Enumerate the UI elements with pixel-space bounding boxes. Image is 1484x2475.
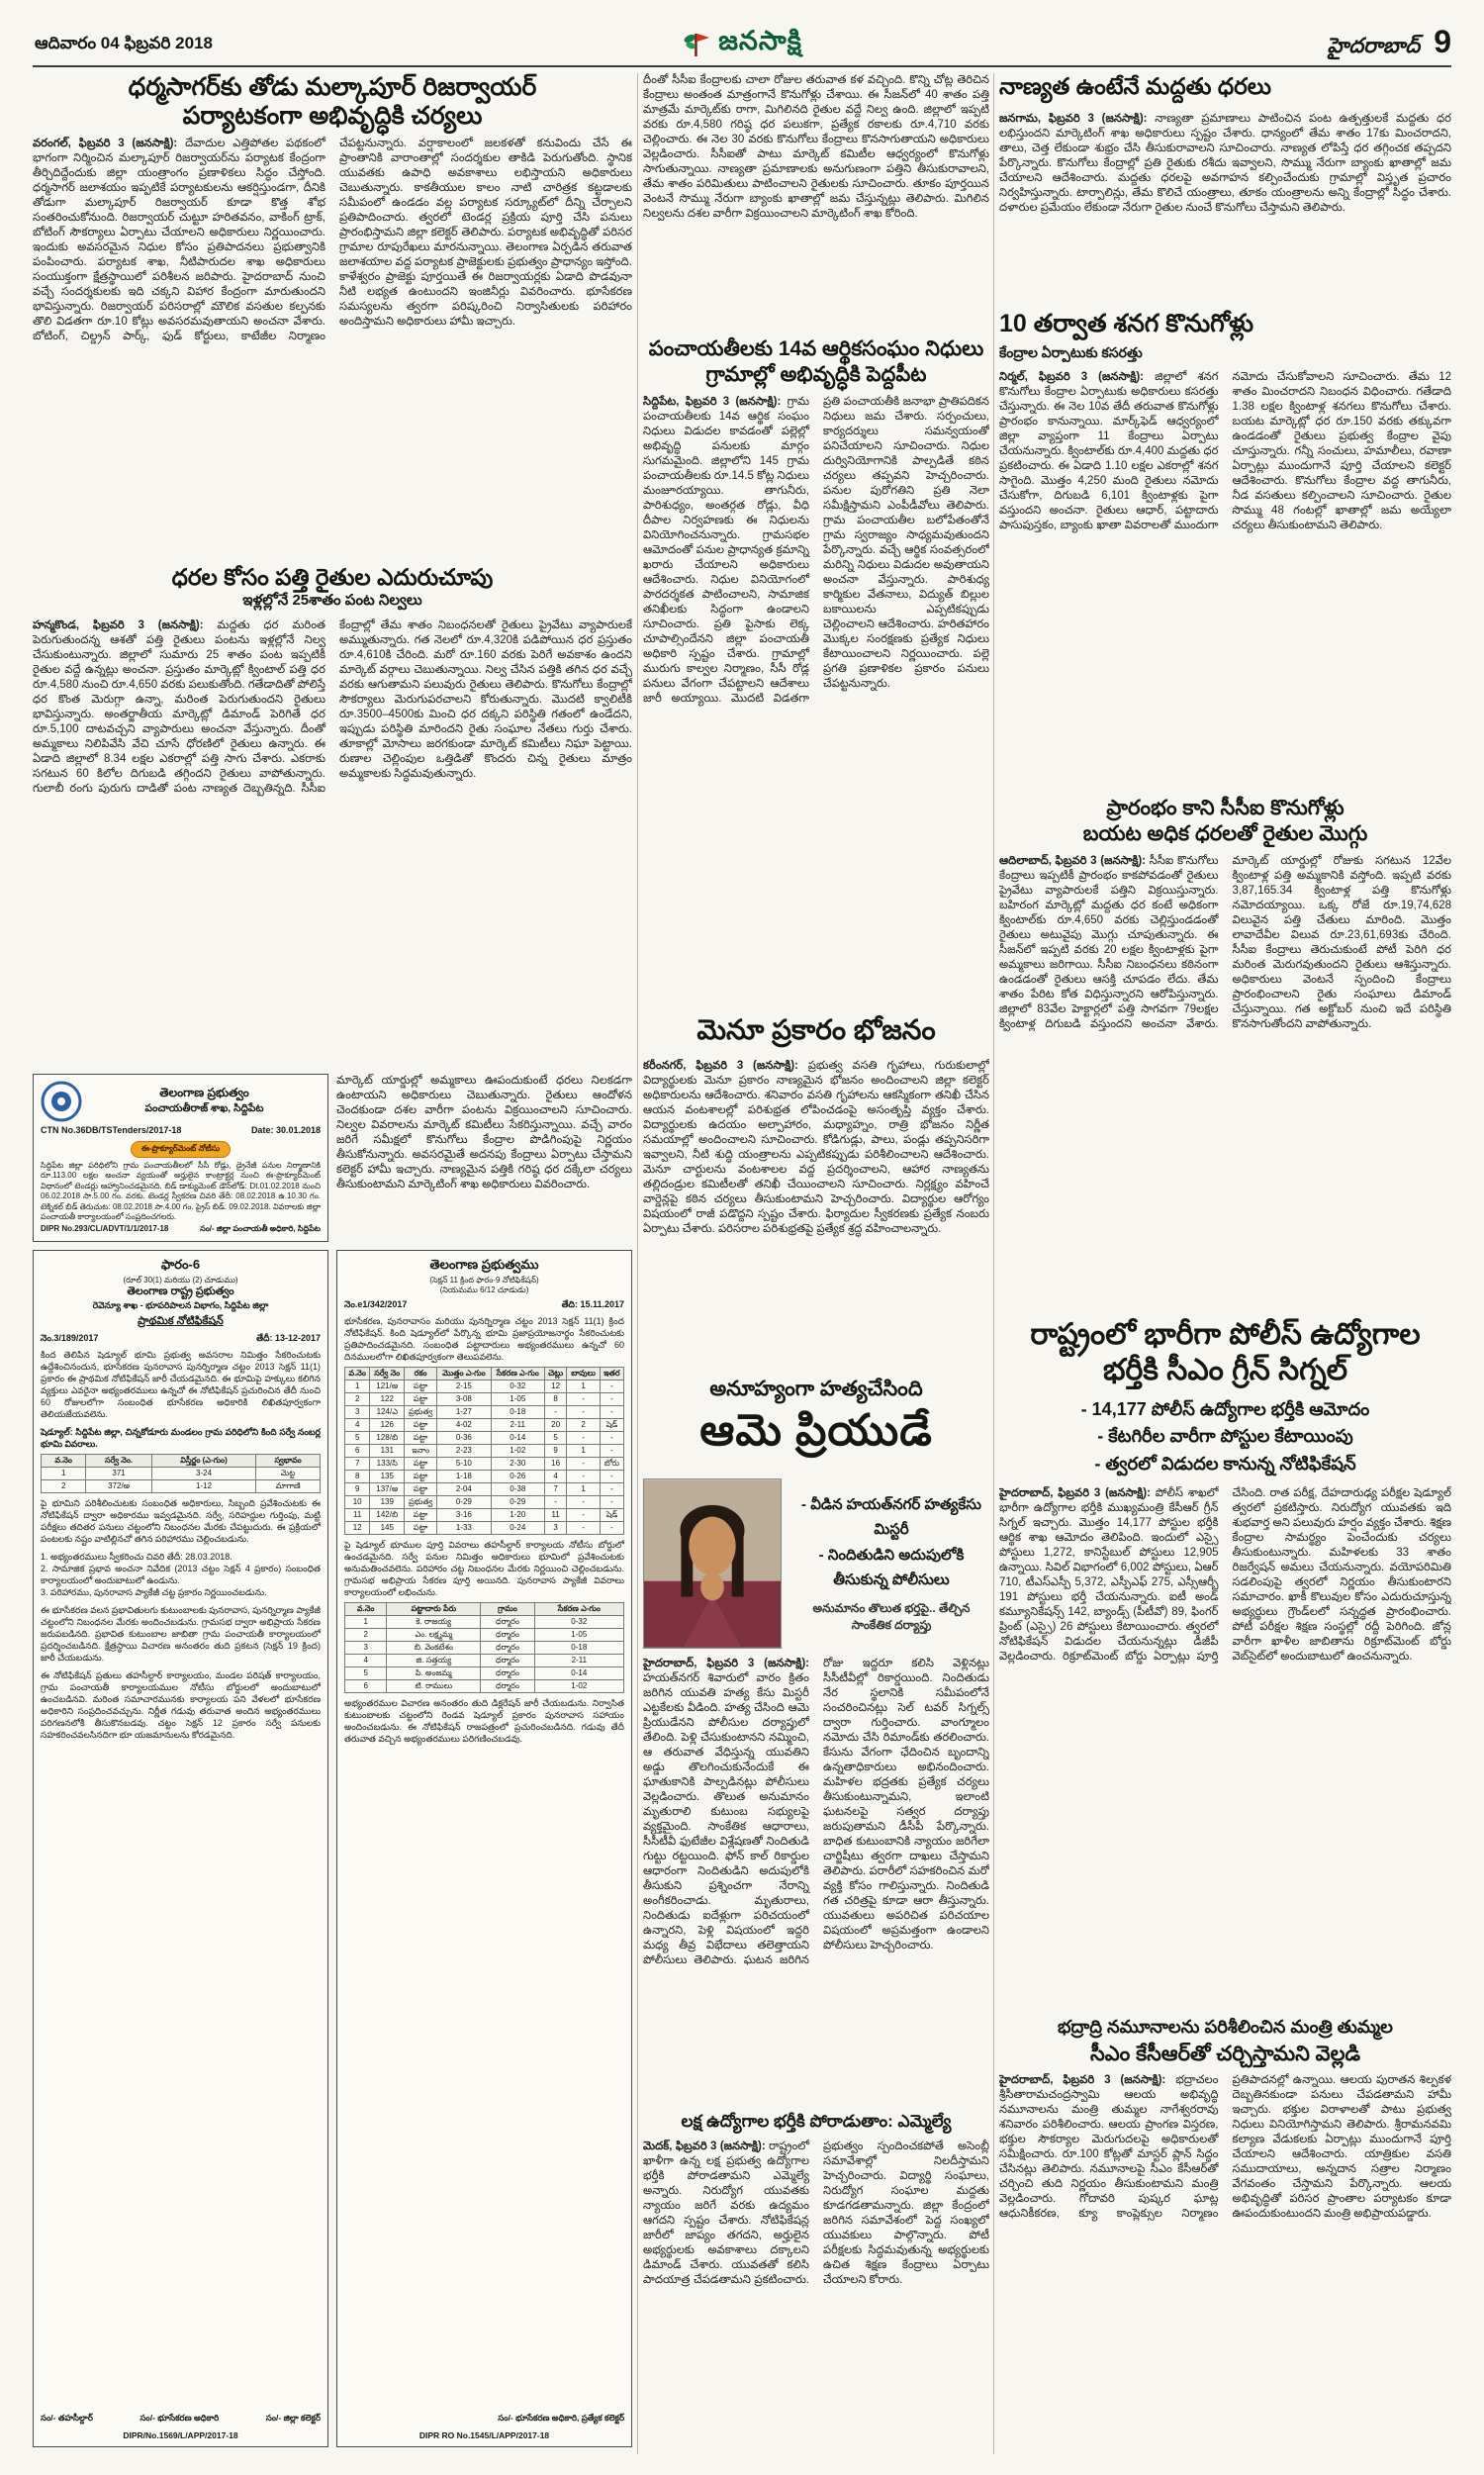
body-text: దీంతో సీసీఐ కేంద్రాలకు చాలా రోజుల తరువాత కళ వచ్చింది. కొన్ని చోట్ల తెరిచిన కేంద్రాలు అంతంత మాత్రంగానే కొనుగోళ్లు చేశాయి. ఈ సీజన్‌లో 40 శాతం పత్తి మాత్రమే మార్కెట్‌కు రాగా, మిగిలినది రైతుల వద్దే నిల్వ ఉంది. జిల్లాలో ఇప్పటి వరకు రూ.4,580 గరిష్ఠ ధర పలుకగా, ప్రత్యేక రకాలకు రూ.4,710 వరకు చెల్లించారు. ఈ నెల 30 వరకు కొనుగోలు కేంద్రాలు కొనసాగుతాయని అధికారులు వెల్లడించారు. సీసీఐతో పాటు మార్కెట్ కమిటీల ఆధ్వర్యంలో కొనుగోళ్లు సాగుతున్నాయి. నాణ్యతా ప్రమాణాలకు అనుగుణంగా పత్తిని తీసుకురావాలని, తేమ శాతం పరిమితులు పాటించాలని రైతులకు సూచించారు. తూకం పూర్తయిన వెంటనే సొమ్ము నేరుగా బ్యాంకు ఖాతాల్లో జమ చేస్తున్నట్లు తెలిపారు. మిగిలిన నిల్వలను దశల వారీగా విక్రయించాలని మార్కెటింగ్ శాఖ కోరింది. bbox=[643, 74, 989, 220]
govtbox-para3: అభ్యంతరముల విచారణ అనంతరం తుది డిక్లరేషన్ జారీ చేయబడును. నిర్వాసిత కుటుంబాలకు చట్టంలోని రెండవ షెడ్యూల్ ప్రకారం పునరావాస సహాయం అందించబడును. ఈ నోటిఫికేషన్ రాజపత్రంలో ప్రచురించబడినది. గడువు తేదీ తరువాత వచ్చిన అభ్యంతరములు పరిగణించబడవు. bbox=[344, 1697, 624, 1744]
article-subhead: సీఎం కేసీఆర్‌తో చర్చిస్తామని వెల్లడి bbox=[1089, 2043, 1361, 2066]
body-text: మద్దతు ధర మరింత పెరుగుతుందన్న ఆశతో పత్తి రైతులు పంటను ఇళ్లల్లోనే నిల్వ చేసుకుంటున్నారు. జిల్లాలో సుమారు 25 శాతం పంట ఇప్పటికీ రైతుల వద్దే ఉన్నట్లు అంచనా. ప్రస్తుతం మార్కెట్లో క్వింటాల్ పత్తి ధర రూ.4,580 నుంచి రూ.4,650 వరకు పలుకుతోంది. గతేడాదితో పోలిస్తే ధర కొంత మెరుగ్గా ఉన్నా, మరింత పెరుగుతుందని రైతులు భావిస్తున్నారు. అంతర్జాతీయ మార్కెట్లో డిమాండ్ పెరిగితే ధర రూ.5,100 దాటవచ్చని వ్యాపారులు అంచనా వేస్తున్నారు. దీంతో అమ్మకాలు నిలిపివేసి వేచి చూసే ధోరణిలో రైతులు ఉన్నారు. ఈ ఏడాది జిల్లాలో 8.34 లక్షల ఎకరాల్లో పత్తి సాగు చేశారు. ఎకరాకు సగటున 60 కిలోల దిగుబడి తగ్గిందని రైతులు వాపోతున్నారు. గులాబీ రంగు పురుగు దాడితో పంట నాణ్యత దెబ్బతిన్నది. సీసీఐ కేంద్రాల్లో తేమ శాతం నిబంధనలతో రైతులు ప్రైవేటు వ్యాపారులకే అమ్ముతున్నారు. గత నెలలో రూ.4,320కి పడిపోయిన ధర ప్రస్తుతం రూ.4,610కి చేరింది. మరో రూ.160 వరకు పెరిగే అవకాశం ఉందని మార్కెట్ వర్గాలు చెబుతున్నాయి. నిల్వ చేసిన పత్తికి తగిన ధర వచ్చే వరకు ఆగుతామని పలువురు రైతులు తెలిపారు. కొనుగోలు కేంద్రాల్లో సౌకర్యాలు మెరుగుపరచాలని కోరుతున్నారు. మొదటి క్వాలిటీకి రూ.3500–4500కు మించి ధర దక్కని పరిస్థితి గతంలో ఉండేదని, ఇప్పుడు పరిస్థితి మారిందని రైతు సంఘాల నేతలు గుర్తు చేశారు. తూకాల్లో మోసాలు జరగకుండా మార్కెట్ కమిటీలు నిఘా పెట్టాయి. రుణాల చెల్లింపుల ఒత్తిడితో కొందరు చిన్న రైతులు మాత్రం అమ్మకాలకు సిద్ధమవుతున్నారు. bbox=[33, 619, 632, 795]
telangana-emblem-icon bbox=[41, 1081, 82, 1122]
article-headline-line1: రాష్ట్రంలో భారీగా పోలీస్ ఉద్యోగాల bbox=[1030, 1317, 1421, 1351]
form6-clause1: 1. అభ్యంతరములు స్వీకరించు చివరి తేదీ: 28.03.2018. bbox=[41, 1552, 232, 1563]
murder-headline-small: అనూహ్యంగా హత్యచేసింది bbox=[709, 1377, 923, 1400]
eprocurement-stamp: ఈ-ప్రొక్యూర్‌మెంట్ నోటీసు bbox=[131, 1141, 231, 1158]
article-bhadradri-models bbox=[999, 2009, 1451, 2410]
form6-clause3: 3. పరిహారము, పునరావాస ప్యాకేజీ చట్ట ప్రకారం నిర్ణయించబడును. bbox=[41, 1587, 267, 1598]
form6-para2: పై భూమిని పరిశీలించుటకు సంబంధిత అధికారులు, సిబ్బంది ప్రవేశించుటకు ఈ నోటిఫికేషన్ ద్వారా అధికారము ఇవ్వడమైనది. సర్వే, సరిహద్దుల గుర్తింపు, మట్టి పరీక్షలు తదితర పనులు చట్టంలోని నిబంధనల మేరకు చేపట్టుదురు. ఈ ప్రక్రియలో పంటలకు నష్టం వాటిల్లినచో తగిన పరిహారము చెల్లించబడును. bbox=[41, 1498, 321, 1545]
dateline: వరంగల్, ఫిబ్రవరి 3 (జనసాక్షి): bbox=[33, 138, 178, 149]
body-text: మార్కెట్ యార్డుల్లో అమ్మకాలు ఊపందుకుంటే ధరలు నిలకడగా ఉంటాయని అధికారులు చెబుతున్నారు. రైతులు ఆందోళన చెందకుండా దశల వారీగా పంటను విక్రయించాలని సూచించారు. నిల్వల వివరాలను మార్కెట్ కమిటీలు సేకరిస్తున్నాయి. వచ్చే వారం జరిగే సమీక్షలో కొనుగోలు కేంద్రాల పొడిగింపుపై నిర్ణయం తీసుకోనున్నారు. అవసరమైతే అదనపు కేంద్రాలు ఏర్పాటు చేస్తామని కలెక్టర్ హామీ ఇచ్చారు. నాణ్యమైన పత్తికి గరిష్ఠ ధర దక్కేలా చర్యలు తీసుకుంటామని మార్కెటింగ్ శాఖ అధికారులు వివరించారు. bbox=[336, 1074, 632, 1190]
article-subhead: కేంద్రాల ఏర్పాటుకు కసరత్తు bbox=[999, 344, 1143, 360]
issue-date: ఆదివారం 04 ఫిబ్రవరి 2018 bbox=[35, 34, 213, 52]
govtbox-para2: పై షెడ్యూల్ భూముల పూర్తి వివరాలు తహసీల్దార్ కార్యాలయ నోటీసు బోర్డులో ఉంచడమైనది. సర్వే పనుల నిమిత్తం అధికారులు భూమిలో ప్రవేశించుటకు అనుమతించవలెను. పరిహారం చట్ట నిబంధనల మేరకు నిర్ణయించి చెల్లించబడును. గ్రామసభ అభిప్రాయ సేకరణ పూర్తి అయినది. పునరావాస ప్యాకేజీ వివరాలు కార్యాలయంలో లభించును. bbox=[344, 1539, 624, 1597]
tender-body: సిద్దిపేట జిల్లా పరిధిలోని గ్రామ పంచాయతీలలో సీసీ రోడ్లు, డ్రైనేజీ పనుల నిర్మాణానికి రూ.113.00 లక్షల అంచనా వ్యయంతో అర్హులైన కాంట్రాక్టర్ల నుంచి ఈ-ప్రొక్యూర్‌మెంట్ విధానంలో టెండర్లు ఆహ్వానించడమైనది. బిడ్ డాక్యుమెంట్ డౌన్‌లోడ్: Dt.01.02.2018 నుంచి 06.02.2018 సా.5.00 గం. వరకు. టెండర్ల స్వీకరణ చివరి తేదీ: 08.02.2018 ఉ.10.30 గం. టెక్నికల్ బిడ్ తెరుచుట: 08.02.2018 సా.4.00 గం. ప్రైస్ బిడ్: 09.02.2018. వివరాలకు జిల్లా పంచాయతీ కార్యాలయంలో సంప్రదించగలరు. bbox=[41, 1160, 321, 1222]
form6-ref-date: తేదీ: 13-12-2017 bbox=[256, 1333, 321, 1344]
article-body bbox=[999, 370, 1451, 786]
survey-schedule-table: వ.నెం సర్వే నెం రకం మొత్తం ఎ-గుం సేకరణ ఎ-గుం చెట్లు బావులు ఇతర 1 121/అ పట్టా 2-15 0-32 12 1 - 2 122 పట్టా 3-08 1-05 8 - - 3 124/ఎ ప్రభుత్వ 1-27 0-18 - - - 4 126 పట్టా 4-02 2-11 20 2 షెడ్ 5 128/బి పట్టా 0-36 0-14 5 - - 6 131 ఇనాం 2-23 1-02 9 1 - 7 133/సి పట్టా 5-10 2-30 16 - బోరు 8 135 పట్టా 1-18 0-26 4 - - 9 137/అ పట్టా 2-04 0-38 7 1 - 10 139 ప్రభుత్వ 0-29 0-29 - - - 11 142/బి పట్టా 3-16 1-20 11 - షెడ్ 12 145 పట్టా 1-33 0-24 3 - - bbox=[344, 1367, 624, 1535]
tender-date: Date: 30.01.2018 bbox=[250, 1124, 321, 1135]
article-subhead: ఇళ్లల్లోనే 25శాతం పంట నిల్వలు bbox=[242, 591, 422, 609]
masthead-logo-icon bbox=[682, 31, 711, 58]
edition-block bbox=[1328, 24, 1451, 63]
signature: సం/- భూసేకరణ అధికారి bbox=[139, 2412, 220, 2423]
tender-govt-title: తెలంగాణ ప్రభుత్వం bbox=[159, 1085, 249, 1099]
pattadar-list-table: వ.నెం పట్టాదారు పేరు గ్రామం సేకరణ ఎ-గుం 1 కె. రాజయ్య ధర్మారం 0-32 2 ఎం. లక్ష్మమ్మ ధర్మారం 1-05 3 బి. వెంకటేశం ధర్మారం 0-18 4 జి. సత్తయ్య ధర్మారం 2-11 5 పి. అంజమ్మ ధర్మారం 0-14 6 టి. రాములు ధర్మారం 1-02 bbox=[344, 1602, 624, 1693]
article-body bbox=[643, 1059, 989, 1368]
article-quality-prices bbox=[999, 73, 1451, 302]
murder-bullet-3: అనుమానం తొలుత భర్తపై.. తేల్చిన సాంకేతిక దర్యాప్తు bbox=[812, 1600, 971, 1632]
masthead bbox=[682, 26, 802, 63]
article-chana-procurement bbox=[999, 302, 1451, 786]
form6-signatures bbox=[41, 2413, 321, 2426]
dateline: హైదరాబాద్, ఫిబ్రవరి 3 (జనసాక్షి): bbox=[643, 1657, 809, 1669]
article-murder-case bbox=[643, 1368, 989, 2104]
edition-name: హైదరాబాద్ bbox=[1327, 34, 1421, 57]
article-headline-line2: భర్తీకి సీఎం గ్రీన్ సిగ్నల్ bbox=[1102, 1353, 1347, 1386]
dateline: జనగామ, ఫిబ్రవరి 3 (జనసాక్షి): bbox=[999, 113, 1148, 125]
masthead-title: జనసాక్షి bbox=[718, 26, 802, 55]
body-text: గ్రామ పంచాయతీలకు 14వ ఆర్థిక సంఘం నిధులు విడుదల కావడంతో పల్లెల్లో అభివృద్ధి పనులకు మార్గం సుగమమైంది. జిల్లాలోని 145 గ్రామ పంచాయతీలకు రూ.14.5 కోట్ల నిధులు మంజూరయ్యాయి. తాగునీరు, పారిశుధ్యం, అంతర్గత రోడ్లు, వీధి దీపాల నిర్వహణకు ఈ నిధులను వినియోగించనున్నారు. గ్రామసభల ఆమోదంతో పనుల ప్రాధాన్యత క్రమాన్ని ఖరారు చేయాలని అధికారులు ఆదేశించారు. నిధుల వినియోగంలో పారదర్శకత పాటించాలని, సామాజిక తనిఖీలకు సిద్ధంగా ఉండాలని సూచించారు. ప్రతి పైసాకు లెక్క చూపాల్సిందేనని జిల్లా పంచాయతీ అధికారి స్పష్టం చేశారు. గ్రామాల్లో మురుగు కాల్వల నిర్మాణం, సీసీ రోడ్ల పనులు వేగంగా చేపట్టాలని ఆదేశాలు జారీ అయ్యాయి. మొదటి విడతగా ప్రతి పంచాయతీకి జనాభా ప్రాతిపదికన నిధులు జమ చేశారు. సర్పంచులు, కార్యదర్శులు సమన్వయంతో పనిచేయాలని సూచించారు. నిధుల దుర్వినియోగానికి పాల్పడితే కఠిన చర్యలు తప్పవని హెచ్చరించారు. పనుల పురోగతిని ప్రతి నెలా సమీక్షిస్తామని ఎంపీడీవోలు తెలిపారు. గ్రామ పంచాయతీల బలోపేతంతోనే గ్రామ స్వరాజ్యం సాధ్యమవుతుందని పేర్కొన్నారు. వచ్చే ఆర్థిక సంవత్సరంలో మరిన్ని నిధులు విడుదల అవుతాయని అంచనా వేస్తున్నారు. పారిశుధ్య కార్మికుల వేతనాలు, విద్యుత్ బిల్లుల బకాయిలను ఎప్పటికప్పుడు చెల్లించాలని ఆదేశించారు. హరితహారం మొక్కల సంరక్షణకు ప్రత్యేక నిధులు కేటాయించాలని నిర్ణయించారు. పల్లె ప్రగతి ప్రణాళికల ప్రకారం పనులు చేపట్టనున్నారు. bbox=[643, 395, 989, 705]
govtbox-ref-number: నెం.e1/342/2017 bbox=[344, 1298, 408, 1309]
govtbox-para1: భూసేకరణ, పునరావాసం మరియు పునర్నిర్మాణ చట్టం 2013 సెక్షన్ 11(1) క్రింద నోటిఫికేషన్. కింది షెడ్యూల్‌లో పేర్కొన్న భూమి ప్రజాప్రయోజనార్థం సేకరించుటకు ప్రతిపాదించడమైనది. సంబంధిత పట్టాదారులు అభ్యంతరములు ఉన్నచో 60 దినములలోగా లిఖితపూర్వకంగా తెలుపవలెను. bbox=[344, 1315, 624, 1362]
govtbox-title: తెలంగాణ ప్రభుత్వము bbox=[429, 1256, 539, 1272]
tender-ctn-number: CTN No.36DB/TSTenders/2017-18 bbox=[41, 1124, 182, 1135]
article-hostel-menu bbox=[643, 999, 989, 1368]
article-headline: మెనూ ప్రకారం భోజనం bbox=[696, 1013, 936, 1045]
police-bullet-2: - కేటగిరీల వారీగా పోస్టుల కేటాయింపు bbox=[1097, 1426, 1353, 1447]
article-headline-line2: గ్రామాల్లో అభివృద్ధికి పెద్దపీట bbox=[705, 363, 927, 387]
page-number: 9 bbox=[1434, 24, 1451, 59]
form6-notification-title: ప్రాథమిక నోటిఫికేషన్ bbox=[138, 1315, 224, 1328]
cotton-article-continuation bbox=[336, 1074, 632, 1242]
left-bottom-row2 bbox=[33, 1250, 632, 2447]
form6-dipr-number: DIPR/No.1569/L/APP/2017-18 bbox=[123, 2429, 238, 2440]
left-section bbox=[33, 73, 632, 2447]
article-body bbox=[999, 112, 1451, 302]
murder-headline-big: ఆమె ప్రియుడే bbox=[699, 1405, 933, 1455]
body-text: ప్రభుత్వ వసతి గృహాలు, గురుకులాల్లో విద్యార్థులకు మెనూ ప్రకారం నాణ్యమైన భోజనం అందించాలని జిల్లా కలెక్టర్ అధికారులను ఆదేశించారు. శనివారం వసతి గృహాలను ఆకస్మికంగా తనిఖీ చేసిన ఆయన వంటశాలల్లో పరిశుభ్రత లోపించడంపై అసంతృప్తి వ్యక్తం చేశారు. విద్యార్థులకు ఉదయం అల్పాహారం, మధ్యాహ్నం, రాత్రి భోజనం నిర్ణీత సమయాల్లో అందించాలని సూచించారు. కోడిగుడ్లు, పాలు, పండ్లు తప్పనిసరిగా ఇవ్వాలని, నీటి శుద్ధి యంత్రాలను ఎప్పటికప్పుడు పరిశీలించాలని ఆదేశించారు. మెనూ చార్టులను వంటశాలల వద్ద ప్రదర్శించాలని, ఆహార నాణ్యతను తల్లిదండ్రుల కమిటీలతో తనిఖీ చేయించాలని సూచించారు. నిర్లక్ష్యం వహించే వార్డెన్లపై కఠిన చర్యలు తీసుకుంటామని హెచ్చరించారు. విద్యార్థుల ఆరోగ్యం విషయంలో రాజీ పడొద్దని స్పష్టం చేశారు. ఫిర్యాదుల స్వీకరణకు ప్రత్యేక నంబరు ఏర్పాటు చేశారు. పరిసరాల పరిశుభ్రతపై ప్రత్యేక శ్రద్ధ వహించాలన్నారు. bbox=[643, 1059, 989, 1235]
murder-bullets bbox=[793, 1478, 989, 1649]
body-text: భద్రాచలం శ్రీసీతారామచంద్రస్వామి ఆలయ అభివృద్ధి నమూనాలను మంత్రి తుమ్మల నాగేశ్వరరావు శనివారం పరిశీలించారు. ఆలయ ప్రాంగణ విస్తరణ, భక్తుల సౌకర్యాల మెరుగుదలపై అధికారులతో సమీక్షించారు. రూ.100 కోట్లతో మాస్టర్ ప్లాన్ సిద్ధం చేసినట్లు తెలిపారు. నమూనాలపై సీఎం కేసీఆర్‌తో చర్చించి తుది నిర్ణయం తీసుకుంటామని మంత్రి వెల్లడించారు. గోదావరి పుష్కర ఘాట్ల ఆధునికీకరణ, క్యూ కాంప్లెక్సుల నిర్మాణం ప్రతిపాదనల్లో ఉన్నాయి. ఆలయ పురాతన శిల్పకళ దెబ్బతినకుండా పనులు చేపడతామని హామీ ఇచ్చారు. భక్తుల విరాళాలతో పాటు ప్రభుత్వ నిధులు వినియోగిస్తామని తెలిపారు. శ్రీరామనవమి కల్యాణ వేడుకలకు ఏర్పాట్లు ముందుగానే పూర్తి చేయాలని ఆదేశించారు. యాత్రికుల వసతి సముదాయాలు, అన్నదాన సత్రాల నిర్మాణం వేగవంతం చేస్తామని పేర్కొన్నారు. ఆలయ అభివృద్ధితో పరిసర ప్రాంతాల పర్యాటకం కూడా ఊపందుకుంటుందని మంత్రి అభిప్రాయపడ్డారు. bbox=[999, 2074, 1451, 2221]
article-headline: నాణ్యత ఉంటేనే మద్దతు ధరలు bbox=[999, 73, 1271, 99]
article-headline: లక్ష ఉద్యోగాల భర్తీకి పోరాడుతాం: ఎమ్మెల్యే bbox=[681, 2111, 952, 2131]
article-cci-purchases bbox=[999, 786, 1451, 1305]
body-text: రాష్ట్రంలో ఖాళీగా ఉన్న లక్ష ప్రభుత్వ ఉద్యోగాల భర్తీకి పోరాడతామని ఎమ్మెల్యే అన్నారు. నిరుద్యోగ యువతకు న్యాయం జరిగే వరకు ఉద్యమం ఆగదని స్పష్టం చేశారు. నోటిఫికేషన్ల జారీలో జాప్యం తగదని, అర్హులైన అభ్యర్థులకు అవకాశాలు దక్కాలని డిమాండ్ చేశారు. యువతతో కలిసి పాదయాత్ర చేపడతామని ప్రకటించారు. ప్రభుత్వం స్పందించకపోతే అసెంబ్లీ సమావేశాల్లో నిలదీస్తామని హెచ్చరించారు. విద్యార్థి సంఘాలు, నిరుద్యోగ సంఘాల మద్దతు కూడగడతామన్నారు. జిల్లా కేంద్రంలో జరిగిన సమావేశంలో పెద్ద సంఖ్యలో యువకులు పాల్గొన్నారు. పోటీ పరీక్షలకు సిద్ధమవుతున్న అభ్యర్థులకు ఉచిత శిక్షణ కేంద్రాలు ఏర్పాటు చేయాలని కోరారు. bbox=[643, 2140, 989, 2286]
form6-para3: ఈ భూసేకరణ వలన ప్రభావితులగు కుటుంబాలకు పునరావాస, పునర్నిర్మాణ ప్యాకేజీ చట్టంలోని నిబంధనల మేరకు అందించబడును. గ్రామసభ ద్వారా అభిప్రాయ సేకరణ జరుపబడినది. ప్రభావిత కుటుంబాల జాబితా గ్రామ పంచాయతీ కార్యాలయంలో ప్రదర్శించబడినది. క్షేత్రస్థాయి విచారణ అనంతరం తుది ప్రకటన (సెక్షన్ 19 క్రింద) జారీ చేయబడును. bbox=[41, 1605, 322, 1664]
form6-title: ఫారం-6 bbox=[160, 1256, 201, 1272]
article-headline-line1: ప్రారంభం కాని సీసీఐ కొనుగోళ్లు bbox=[1106, 797, 1345, 819]
article-panchayat-funds bbox=[643, 331, 989, 999]
article-headline-line2: బయట అధిక ధరలతో రైతుల మొగ్గు bbox=[1082, 822, 1368, 846]
article-headline-line1: ధర్మసాగర్‌కు తోడు మల్కాపూర్ రిజర్వాయర్ bbox=[128, 73, 537, 101]
form6-notification-box bbox=[33, 1250, 328, 2447]
form6-ref-number: నెం.3/189/2017 bbox=[41, 1333, 99, 1344]
tender-dipr-number: DIPR No.293/CL/ADVT/1/1/2017-18 bbox=[41, 1224, 169, 1234]
govtbox-signature-row bbox=[344, 2413, 624, 2426]
body-text: హయత్‌నగర్ శివారులో వారం క్రితం జరిగిన యువతి హత్య కేసు మిస్టరీ ఎట్టకేలకు వీడింది. హత్య చేసింది ఆమె ప్రియుడేనని పోలీసుల దర్యాప్తులో తేలింది. పెళ్లి చేసుకుంటానని నమ్మించి, ఆ తరువాత వేధిస్తున్న యువతిని అడ్డు తొలగించుకునేందుకే ఈ ఘాతుకానికి పాల్పడినట్లు పోలీసులు వెల్లడించారు. తొలుత అనుమానం మృతురాలి కుటుంబ సభ్యులపై వ్యక్తమైంది. సాంకేతిక ఆధారాలు, సీసీటీవీ ఫుటేజీల విశ్లేషణతో నిందితుడి గుట్టు రట్టయింది. ఫోన్ కాల్ రికార్డుల ఆధారంగా నిందితుడిని అదుపులోకి తీసుకుని ప్రశ్నించగా నేరాన్ని అంగీకరించాడు. మృతురాలు, నిందితుడు ఐదేళ్లుగా పరిచయంలో ఉన్నారని, పెళ్లి విషయంలో ఇద్దరి మధ్య తీవ్ర విభేదాలు తలెత్తాయని పోలీసులు తెలిపారు. ఘటన జరిగిన రోజు ఇద్దరూ కలిసి వెళ్లినట్లు సీసీటీవీల్లో రికార్డయింది. నిందితుడు నేర స్థలానికి సమీపంలోనే సంచరించినట్లు సెల్ టవర్ సిగ్నల్స్ ద్వారా గుర్తించారు. వాంగ్మూలం నమోదు చేసి రిమాండ్‌కు తరలించారు. కేసును వేగంగా ఛేదించిన బృందాన్ని ఉన్నతాధికారులు అభినందించారు. మహిళల భద్రతకు ప్రత్యేక చర్యలు తీసుకుంటున్నామని, ఇలాంటి ఘటనలపై సత్వర దర్యాప్తు జరుపుతామని డీసీపీ పేర్కొన్నారు. బాధిత కుటుంబానికి న్యాయం జరిగేలా చార్జిషీటు త్వరగా దాఖలు చేస్తామని తెలిపారు. పరారీలో సహకరించిన మరో వ్యక్తి కోసం గాలిస్తున్నారు. నిందితుడి గత చరిత్రపై కూడా ఆరా తీస్తున్నారు. యువతులు అపరిచిత పరిచయాల విషయంలో అప్రమత్తంగా ఉండాలని పోలీసులు హెచ్చరించారు. bbox=[643, 1657, 989, 1966]
article-body bbox=[999, 854, 1451, 1305]
article-body bbox=[999, 2073, 1451, 2410]
article-headline-line1: పంచాయతీలకు 14వ ఆర్థికసంఘం నిధులు bbox=[648, 337, 984, 360]
article-body bbox=[643, 395, 989, 999]
body-text: నాణ్యతా ప్రమాణాలు పాటించిన పంట ఉత్పత్తులకే మద్దతు ధర లభిస్తుందని మార్కెటింగ్ శాఖ అధికారులు స్పష్టం చేశారు. ధాన్యంలో తేమ శాతం 17కు మించరాదని, తాలు, చెత్త లేకుండా శుభ్రం చేసి తీసుకురావాలని సూచించారు. నాణ్యత లోపిస్తే ధర తగ్గించక తప్పదని పేర్కొన్నారు. కొనుగోలు కేంద్రాల్లో ప్రతి రైతుకు రశీదు ఇవ్వాలని, సొమ్ము నేరుగా బ్యాంకు ఖాతాల్లో జమ చేయాలని ఆదేశించారు. మద్దతు ధరలపై అవగాహన కల్పించేందుకు గ్రామాల్లో విస్తృత ప్రచారం నిర్వహిస్తున్నారు. టార్పాలిన్లు, తేమ కొలిచే యంత్రాలు, తూకం యంత్రాలను అన్ని కేంద్రాల్లో సిద్ధం చేశారు. దళారుల ప్రమేయం లేకుండా నేరుగా రైతుల నుంచే కొనుగోలు చేస్తామని తెలిపారు. bbox=[999, 113, 1451, 214]
dateline: హన్మకొండ, ఫిబ్రవరి 3 (జనసాక్షి): bbox=[33, 619, 204, 631]
article-headline-line2: పర్యాటకంగా అభివృద్ధికి చర్యలు bbox=[182, 102, 483, 130]
dateline: కరీంనగర్, ఫిబ్రవరి 3 (జనసాక్షి): bbox=[643, 1059, 798, 1072]
signature: సం/- జిల్లా కలెక్టర్ bbox=[265, 2412, 321, 2423]
article-headline: 10 తర్వాత శనగ కొనుగోళ్లు bbox=[999, 310, 1254, 337]
form6-para4: ఈ నోటిఫికేషన్ ప్రతులు తహసీల్దార్ కార్యాలయం, మండల పరిషత్ కార్యాలయం, గ్రామ పంచాయతీ కార్యాలయముల నోటీసు బోర్డులలో అందుబాటులో ఉంచబడినవి. మరింత సమాచారమునకు కార్యాలయ పని వేళలలో భూసేకరణ అధికారిని సంప్రదించవచ్చును. నిర్ణీత గడువు తరువాత అందిన అభ్యంతరములు పరిగణనలోకి తీసుకొనబడవు. చట్టం సెక్షన్ 12 ప్రకారం సర్వే పనులకు సహకరించవలసినదిగా భూ యజమానులను కోరడమైనది. bbox=[41, 1670, 321, 1741]
article-body bbox=[999, 1486, 1451, 2009]
dateline: హైదరాబాద్, ఫిబ్రవరి 3 (జనసాక్షి): bbox=[999, 1487, 1151, 1500]
dateline: నిర్మల్, ఫిబ్రవరి 3 (జనసాక్షి): bbox=[999, 371, 1144, 383]
tender-notice-box bbox=[33, 1074, 328, 1242]
article-headline: భద్రాద్రి నమూనాలను పరిశీలించిన మంత్రి తుమ్మల bbox=[1058, 2017, 1393, 2038]
body-text: దేవాదుల ఎత్తిపోతల పథకంలో భాగంగా నిర్మించిన మల్కాపూర్ రిజర్వాయర్‌ను పర్యాటక కేంద్రంగా తీర్చిదిద్దేందుకు జిల్లా యంత్రాంగం ప్రణాళికలు సిద్ధం చేస్తోంది. ధర్మసాగర్ జలాశయం ఇప్పటికే పర్యాటకులను ఆకర్షిస్తుండగా, దీనికి తోడుగా మల్కాపూర్ రిజర్వాయర్ కూడా కొత్త శోభ సంతరించుకోనుంది. రిజర్వాయర్ చుట్టూ హరితవనం, వాకింగ్ ట్రాక్, బోటింగ్ సౌకర్యాలు ఏర్పాటు చేయాలని అధికారులు నిర్ణయించారు. ఇందుకు అవసరమైన నిధుల కోసం ప్రతిపాదనలు ప్రభుత్వానికి పంపించారు. పర్యాటక శాఖ, నీటిపారుదల శాఖ అధికారులు సంయుక్తంగా క్షేత్రస్థాయిలో పరిశీలన జరిపారు. హైదరాబాద్ నుంచి వచ్చే సందర్శకులకు ఇది చక్కని విహార కేంద్రంగా మారుతుందని భావిస్తున్నారు. రిజర్వాయర్ పరిసరాల్లో మౌలిక వసతుల కల్పనకు తొలి విడతగా రూ.10 కోట్లు అవసరమవుతాయని అంచనా వేశారు. బోటింగ్, చిల్డ్రన్ పార్క్, ఫుడ్ కోర్టులు, కాటేజీల నిర్మాణం చేపట్టనున్నారు. వర్షాకాలంలో జలకళతో కనువిందు చేసే ఈ ప్రాంతానికి వారాంతాల్లో సందర్శకుల తాకిడి పెరుగుతోంది. స్థానిక యువతకు ఉపాధి అవకాశాలు లభిస్తాయని అధికారులు చెబుతున్నారు. కాకతీయుల కాలం నాటి చారిత్రక కట్టడాలకు సమీపంలో ఉండడం వల్ల పర్యాటక సర్క్యూట్‌లో దీన్ని చేర్చాలని ప్రతిపాదించారు. త్వరలో టెండర్ల ప్రక్రియ పూర్తి చేసి పనులు ప్రారంభిస్తామని జిల్లా కలెక్టర్ తెలిపారు. పర్యాటక అభివృద్ధితో పరిసర గ్రామాల రూపురేఖలు మారనున్నాయి. తెలంగాణ ఏర్పడిన తరువాత జలాశయాల వద్ద పర్యాటక ప్రాజెక్టులకు ప్రభుత్వం ప్రాధాన్యం ఇస్తోంది. కాళేశ్వరం ప్రాజెక్టు పూర్తయితే ఈ రిజర్వాయర్లకు ఏడాది పొడవునా నీటి లభ్యత ఉంటుందని ఇంజినీర్లు వివరించారు. భూసేకరణ సమస్యలను త్వరగా పరిష్కరించి నిర్వాసితులకు పరిహారం అందిస్తామని అధికారులు హామీ ఇచ్చారు. bbox=[33, 138, 632, 342]
article-cotton-prices bbox=[33, 556, 632, 1066]
form6-rule-ref: (రూల్ 30(1) మరియు (2) చూడుము) bbox=[123, 1275, 238, 1285]
column-divider-left bbox=[637, 73, 638, 2454]
article-body bbox=[33, 137, 632, 556]
police-bullet-1: - 14,177 పోలీస్ ఉద్యోగాల భర్తీకి ఆమోదం bbox=[1080, 1398, 1370, 1419]
govtbox-dipr-number: DIPR RO No.1545/L/APP/2017-18 bbox=[418, 2429, 550, 2440]
govtbox-sub1: (సెక్షన్ 11 క్రింద ఫారం-9 నోటిఫికేషన్) bbox=[429, 1275, 539, 1285]
form6-govt-line1: తెలంగాణ రాష్ట్ర ప్రభుత్వం bbox=[127, 1285, 234, 1298]
article-body bbox=[33, 619, 632, 1066]
murder-bullet-2: - నిందితుడిని అదుపులోకి తీసుకున్న పోలీసులు bbox=[818, 1546, 965, 1588]
column-divider-right bbox=[993, 73, 994, 2454]
article-mla-jobs bbox=[643, 2104, 989, 2436]
form6-clause2: 2. సామాజిక ప్రభావ అంచనా నివేదిక (2013 చట్టం సెక్షన్ 4 ప్రకారం) సంబంధిత కార్యాలయంలో అందుబాటులో ఉండును. bbox=[41, 1564, 321, 1586]
dateline: సిద్దిపేట, ఫిబ్రవరి 3 (జనసాక్షి): bbox=[643, 395, 782, 408]
murder-bullet-1: - వీడిన హయత్‌నగర్ హత్యకేసు మిస్టరీ bbox=[801, 1495, 981, 1538]
land-acquisition-box bbox=[336, 1250, 632, 2447]
article-headline: ధరల కోసం పత్తి రైతుల ఎదురుచూపు bbox=[171, 564, 494, 590]
dateline: ఆదిలాబాద్, ఫిబ్రవరి 3 (జనసాక్షి): bbox=[999, 854, 1147, 867]
form6-govt-line2: రెవెన్యూ శాఖ - భూపరిపాలన విభాగం, సిద్దిపేట జిల్లా bbox=[92, 1300, 269, 1311]
govtbox-ref-date: తేది: 15.11.2017 bbox=[561, 1298, 624, 1309]
middle-section bbox=[643, 73, 989, 2436]
cotton-continuation-top bbox=[643, 73, 989, 331]
article-reservoir bbox=[33, 73, 632, 556]
dateline: హైదరాబాద్, ఫిబ్రవరి 3 (జనసాక్షి): bbox=[999, 2074, 1166, 2087]
article-body bbox=[643, 1657, 989, 2104]
police-bullet-3: - త్వరలో విడుదల కానున్న నోటిఫికేషన్ bbox=[1094, 1454, 1356, 1475]
tender-signature: సం/- జిల్లా పంచాయతీ అధికారి, సిద్దిపేట bbox=[200, 1224, 321, 1234]
govtbox-sub2: (నియమము 6/12 చూడుడు) bbox=[439, 1285, 529, 1295]
form6-para1: కింద తెలిపిన షెడ్యూల్ భూమి ప్రభుత్వ అవసరాల నిమిత్తం సేకరించుటకు ఉద్దేశించినందున, భూసేకరణ పునరావాస పునర్నిర్మాణ చట్టం 2013 సెక్షన్ 11(1) ప్రకారం ఈ ప్రాథమిక నోటిఫికేషన్ జారీ చేయడమైనది. ఈ భూమిపై హక్కులు కలిగిన వ్యక్తులు ఎవరైనా అభ్యంతరములు ఉన్నచో ఈ నోటిఫికేషన్ ప్రచురించిన తేదీ నుంచి 60 రోజులలోగా సంబంధిత భూసేకరణ అధికారికి లిఖితపూర్వకంగా తెలియజేయవలెను. bbox=[41, 1350, 321, 1420]
crime-victim-photo bbox=[643, 1478, 782, 1649]
header-rule bbox=[33, 65, 1451, 67]
page-header bbox=[33, 24, 1451, 61]
form6-schedule-intro: షెడ్యూల్: సిద్దిపేట జిల్లా, చిన్నకోడూరు మండలం గ్రామ పరిధిలోని కింది సర్వే నంబర్ల భూమి వివరాలు. bbox=[41, 1427, 321, 1450]
right-section bbox=[999, 73, 1451, 2410]
article-body bbox=[643, 2140, 989, 2436]
dateline: మెదక్, ఫిబ్రవరి 3 (జనసాక్షి): bbox=[643, 2140, 766, 2152]
left-bottom-row1 bbox=[33, 1074, 632, 1242]
body-text: పోలీస్ శాఖలో భారీగా ఉద్యోగాల భర్తీకి ముఖ్యమంత్రి కేసీఆర్ గ్రీన్ సిగ్నల్ ఇచ్చారు. మొత్తం 14,177 పోస్టుల భర్తీకి ఆర్థిక శాఖ ఆమోదం తెలిపింది. ఇందులో ఎస్సై పోస్టులు 1,272, కానిస్టేబుల్ పోస్టులు 12,905 ఉన్నాయి. సివిల్ విభాగంలో 6,002 పోస్టులు, ఏఆర్ 710, టీఎస్ఎస్పీ 5,372, ఎస్పీఎఫ్ 275, ఎస్సీఆర్బీ 191 పోస్టులు భర్తీ చేయనున్నారు. ఐటీ అండ్ కమ్యూనికేషన్స్ 142, బ్యాండ్స్ (పీటీవో) 89, ఫింగర్ ప్రింట్ (ఎస్సై) 26 పోస్టులు కేటాయించారు. త్వరలో నోటిఫికేషన్ విడుదల చేయనున్నట్లు డీజీపీ వెల్లడించారు. రిక్రూట్‌మెంట్ బోర్డు ఏర్పాట్లు పూర్తి చేసింది. రాత పరీక్ష, దేహదారుఢ్య పరీక్షల షెడ్యూల్ త్వరలో ప్రకటిస్తారు. నిరుద్యోగ యువతకు ఇది శుభవార్త అని పలువురు హర్షం వ్యక్తం చేశారు. శిక్షణ కేంద్రాల సామర్థ్యం పెంచేందుకు చర్యలు తీసుకుంటున్నారు. మహిళలకు 33 శాతం రిజర్వేషన్ అమలు చేయనున్నారు. వయోపరిమితి సడలింపుపై త్వరలో నిర్ణయం తీసుకుంటారని సమాచారం. ఖాకీ కొలువుల కోసం ఎదురుచూస్తున్న అభ్యర్థులు గ్రౌండ్‌లలో సన్నద్ధత ప్రారంభించారు. పోటీ పరీక్షల శిక్షణ సంస్థల్లో రద్దీ పెరిగింది. జోన్ల వారీగా ఖాళీల జాబితాను రిక్రూట్‌మెంట్ బోర్డు వెబ్‌సైట్‌లో అందుబాటులో ఉంచనున్నారు. bbox=[999, 1487, 1451, 1664]
signature: సం/- తహసీల్దార్ bbox=[41, 2412, 93, 2423]
murder-photo-row bbox=[643, 1478, 989, 1649]
body-text: సీసీఐ కొనుగోలు కేంద్రాలు ఇప్పటికీ ప్రారంభం కాకపోవడంతో రైతులు ప్రైవేటు వ్యాపారులకే పత్తిని విక్రయిస్తున్నారు. బహిరంగ మార్కెట్లో మద్దతు ధర కంటే అధికంగా క్వింటాల్‌కు రూ.4,650 వరకు చెల్లిస్తుండడంతో రైతులు అటువైపు మొగ్గు చూపుతున్నారు. ఈ సీజన్‌లో ఇప్పటి వరకు 20 లక్షల క్వింటాళ్లకు పైగా అమ్మకాలు జరిగాయి. సీసీఐ నిబంధనలు కఠినంగా ఉండడంతో రైతులు ఆసక్తి చూపడం లేదు. తేమ శాతం పేరిట కోత విధిస్తున్నారని ఆరోపిస్తున్నారు. జిల్లాలో 83వేల హెక్టార్లలో పత్తి సాగవగా 79లక్షల క్వింటాళ్ల దిగుబడి వస్తుందని అంచనా వేశారు. మార్కెట్ యార్డుల్లో రోజుకు సగటున 12వేల క్వింటాళ్ల పత్తి అమ్మకానికి వస్తోంది. ఇప్పటి వరకు 3,87,165.34 క్వింటాళ్ల పత్తి కొనుగోళ్లు నమోదయ్యాయి. ఒక్క రోజే రూ.19,74,628 విలువైన పత్తి చేతులు మారింది. మొత్తం లావాదేవీల విలువ రూ.23,61,693కు చేరింది. సీసీఐ కేంద్రాలు తెరుచుకుంటే పోటీ పెరిగి ధర మరింత మెరుగవుతుందని రైతులు ఆశిస్తున్నారు. అధికారులు వెంటనే స్పందించి కేంద్రాలు ప్రారంభించాలని రైతు సంఘాలు డిమాండ్ చేస్తున్నాయి. గత అక్టోబర్ నుంచి ఇదే పరిస్థితి కొనసాగుతోందని వాపోతున్నారు. bbox=[999, 854, 1451, 1030]
signature: సం/- భూసేకరణ అధికారి, ప్రత్యేక కలెక్టర్ bbox=[498, 2412, 624, 2423]
tender-dept-title: పంచాయతీరాజ్ శాఖ, సిద్దిపేట bbox=[144, 1101, 264, 1114]
article-police-recruitment bbox=[999, 1305, 1451, 2010]
body-text: జిల్లాలో శనగ కొనుగోలు కేంద్రాల ఏర్పాటుకు అధికారులు కసరత్తు చేస్తున్నారు. ఈ నెల 10వ తేదీ తరువాత కొనుగోళ్లు ప్రారంభం కానున్నాయి. మార్క్‌ఫెడ్ ఆధ్వర్యంలో జిల్లా వ్యాప్తంగా 11 కేంద్రాలు ఏర్పాటు చేయనున్నారు. క్వింటాల్‌కు రూ.4,400 మద్దతు ధర ప్రకటించారు. ఈ ఏడాది 1.10 లక్షల ఎకరాల్లో శనగ సాగైంది. మొత్తం 4,250 మంది రైతులు నమోదు చేసుకోగా, దిగుబడి 6,101 క్వింటాళ్లకు పైగా వస్తుందని అంచనా. రైతులు ఆధార్, పట్టాదారు పాసుపుస్తకం, బ్యాంకు ఖాతా వివరాలతో ముందుగా నమోదు చేసుకోవాలని సూచించారు. తేమ 12 శాతం మించరాదని నిబంధన విధించారు. గతేడాది 1.38 లక్షల క్వింటాళ్ల శనగలు కొనుగోలు చేశారు. బయట మార్కెట్లో ధర రూ.150 వరకు తక్కువగా ఉండడంతో రైతులు ప్రభుత్వ కేంద్రాల వైపు చూస్తున్నారు. గన్నీ సంచులు, హమాలీలు, రవాణా ఏర్పాట్లు ముందుగానే పూర్తి చేయాలని కలెక్టర్ ఆదేశించారు. కొనుగోలు కేంద్రాల వద్ద తాగునీరు, నీడ వసతులు కల్పించాలని సూచించారు. రైతుల సొమ్ము 48 గంటల్లో ఖాతాల్లో జమ అయ్యేలా చర్యలు తీసుకుంటామని తెలిపారు. bbox=[999, 371, 1451, 531]
form6-schedule-table: వ.నెం సర్వే నెం. విస్తీర్ణం (ఎ-గుం) స్వభావం 1 371 3-24 మెట్ట 2 372/అ 1-12 మాగాణి bbox=[41, 1454, 321, 1493]
